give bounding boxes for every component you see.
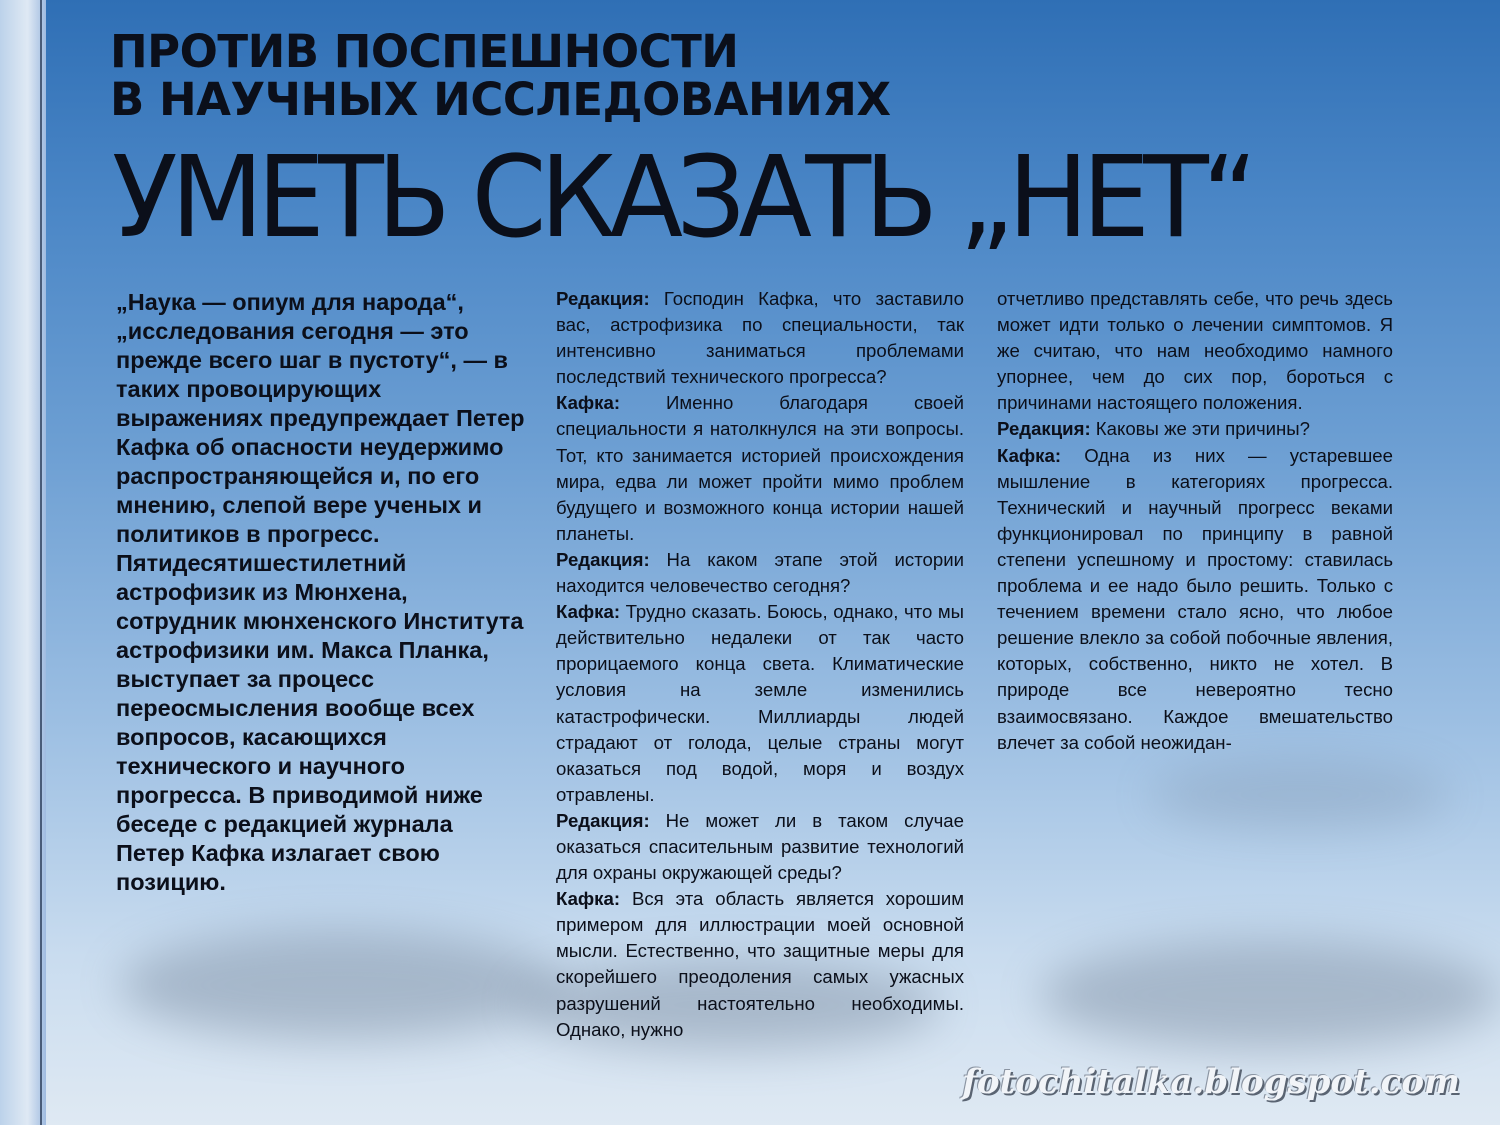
dialogue-text: На каком этапе этой истории находится человечество сегодня? (556, 548, 964, 597)
kicker-line: ПРОТИВ ПОСПЕШНОСТИ (110, 25, 739, 78)
speaker-label: Кафка: (556, 601, 621, 623)
dialogue-paragraph (556, 547, 964, 599)
dialogue-paragraph (556, 390, 964, 547)
lead-paragraph: „Наука — опиум для народа“, „исследования сегодня — это прежде всего шаг в пустоту“, — в таких провоцирующих выражениях предупреждает Петер Кафка об опасности неудержимо распространяющейся и, по его мнению, слепой вере ученых и политиков в прогресс. Пятидесятишестилетний астрофизик из Мюнхена, сотрудник мюнхенского Института астрофизики им. Макса Планка, выступает за процесс переосмысления вообще всех вопросов, касающихся технического и научного прогресса. В приводимой ниже беседе с редакцией журнала Петер Кафка излагает свою позицию. (116, 289, 525, 895)
article-lead (116, 288, 526, 897)
dialogue-paragraph (556, 286, 964, 390)
speaker-label: Редакция: (997, 418, 1091, 440)
cloud-decoration (1040, 940, 1500, 1050)
dialogue-text: отчетливо представлять себе, что речь здесь может идти только о лечении симптомов. Я же считаю, что нам необходимо намного упорнее, чем до сих пор, бороться с причинами настоящего положения. (997, 288, 1393, 414)
dialogue-text: Вся эта область является хорошим примером для иллюстрации моей основной мысли. Естественно, что защитные меры для скорейшего преодоления самых ужасных разрушений настоятельно необходимы. Однако, нужно (556, 888, 964, 1040)
dialogue-paragraph (556, 886, 964, 1043)
dialogue-text: Именно благодаря своей специальности я натолкнулся на эти вопросы. Тот, кто занимается историей происхождения мира, едва ли может пройти мимо проблем будущего и возможного конца истории нашей планеты. (556, 392, 964, 544)
cloud-decoration (1150, 760, 1450, 830)
dialogue-text: Трудно сказать. Боюсь, однако, что мы действительно недалеки от так часто прорицаемого конца света. Климатические условия на земле изменились катастрофически. Миллиарды людей страдают от голода, целые страны могут оказаться под водой, моря и воздух отравлены. (556, 601, 964, 805)
article-kicker (110, 25, 891, 126)
dialogue-paragraph (997, 443, 1393, 756)
speaker-label: Кафка: (997, 444, 1062, 466)
cloud-decoration (120, 930, 560, 1040)
dialogue-text: Одна из них — устаревшее мышление в категориях прогресса. Технический и научный прогресс веками функционировал по принципу в равной степени успешному и простому: ставилась проблема и ее надо было решить. Только с течением времени стало ясно, что любое решение влекло за собой побочные явления, которых, собственно, никто не хотел. В природе все невероятно тесно взаимосвязано. Каждое вмешательство влечет за собой неожидан- (997, 444, 1393, 753)
dialogue-paragraph (556, 599, 964, 808)
spine-fold-line (40, 0, 42, 1125)
speaker-label: Редакция: (556, 548, 650, 570)
article-column-3 (997, 286, 1393, 756)
speaker-label: Редакция: (556, 288, 650, 309)
kicker-line: В НАУЧНЫХ ИССЛЕДОВАНИЯХ (110, 73, 891, 126)
speaker-label: Кафка: (556, 888, 621, 910)
dialogue-paragraph (556, 808, 964, 886)
dialogue-paragraph (997, 416, 1393, 442)
speaker-label: Кафка: (556, 392, 621, 414)
article-column-2 (556, 286, 964, 1043)
blog-watermark: fotochitalka.blogspot.com (962, 1062, 1460, 1102)
dialogue-text: Не может ли в таком случае оказаться спасительным развитие технологий для охраны окружающей среды? (556, 809, 964, 884)
dialogue-paragraph (997, 286, 1393, 416)
dialogue-text: Господин Кафка, что заставило вас, астрофизика по специальности, так интенсивно заниматься проблемами последствий технического прогресса? (556, 288, 964, 388)
article-headline: УМЕТЬ СКАЗАТЬ „НЕТ“ (112, 133, 1252, 263)
dialogue-text: Каковы же эти причины? (1090, 418, 1311, 440)
speaker-label: Редакция: (556, 809, 650, 831)
